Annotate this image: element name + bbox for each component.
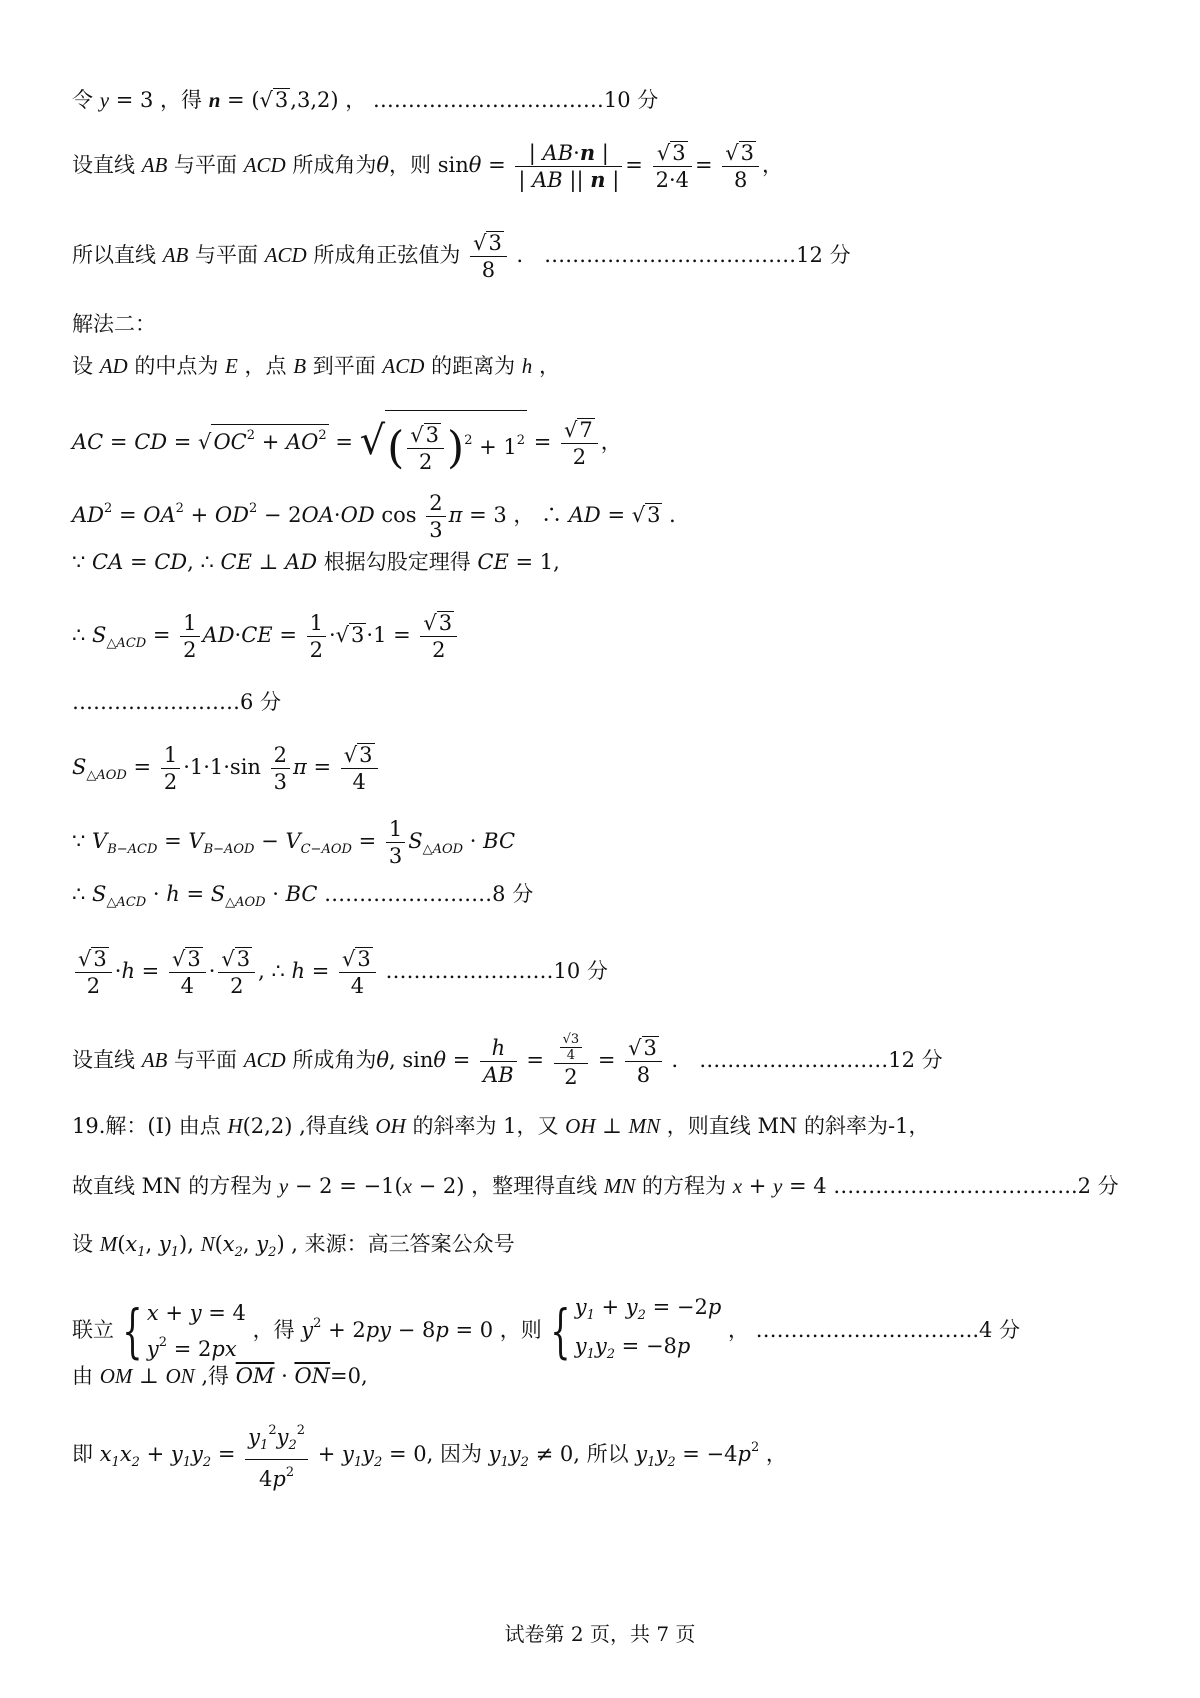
- line-01: [72, 86, 658, 114]
- line-13-text: ∴ $S_{\triangle ACD} \cdot h = S_{\triangle AOD}$ · BC ……………………8 分: [72, 882, 534, 910]
- line-20: [72, 1362, 368, 1390]
- line-17-text: 故直线 MN 的方程为 y − 2 = −1(x − 2) ，整理得直线 MN 的方程为 x + y = 4 ……………………………..2 分: [72, 1174, 1119, 1198]
- line-18-text: 设 $M(x_1$, $y_1$), $N(x_2$, $y_2$) , 来源：高三答案公众号: [72, 1232, 515, 1260]
- line-10-text: ……………………6 分: [72, 690, 282, 714]
- line-05-text: 设 AD 的中点为 E ，点 B 到平面 ACD 的距离为 h ，: [72, 354, 560, 378]
- line-03: [72, 230, 851, 283]
- line-11-text: $S_{\triangle AOD}$ = $\frac{1}{2}$ ·1·1·sin $\frac{2}{3}$ π = $\frac{√3}{4}$: [72, 755, 381, 779]
- line-15-text: 设直线 AB 与平面 ACD 所成角为θ, sinθ = $\frac{h}{AB}$ = $\frac{\frac{√3}{4}}{2}$ = $\frac{√3}{8}$ ． ………………………12 分: [72, 1032, 943, 1089]
- line-17: [72, 1172, 1119, 1200]
- line-09: [72, 610, 460, 663]
- line-11: [72, 742, 381, 795]
- line-19: [72, 1292, 1020, 1370]
- page-footer: 试卷第 2 页，共 7 页: [504, 1622, 696, 1646]
- line-06-text: AC = CD = $√OC^2 + AO^2$ = √( $\frac{√3}{2}$ )$^2 + 1^2$ = $\frac{√7}{2}$ ，: [72, 430, 622, 454]
- line-16: [72, 1112, 929, 1140]
- line-07-text: $AD^2 = OA^2 + OD^2 - 2OA\cdot OD$ cos $\frac{2}{3}$ π = 3 ， ∴ AD = √3 ．: [72, 491, 691, 542]
- line-14: [72, 946, 608, 999]
- line-16-text: 19.解：(I) 由点 H(2,2) ,得直线 OH 的斜率为 1，又 OH ⊥ MN ，则直线 MN 的斜率为-1，: [72, 1114, 930, 1138]
- line-08: [72, 548, 560, 576]
- line-12: [72, 816, 515, 869]
- line-06: [72, 410, 622, 477]
- line-19-text: 联立 { x + y = 4 $y^2 = 2px$ ，得 $y^2 + 2py - 8p = 0$ ，则 { $y_1 + y_2 = -2p$ $y_1y_2 = -8p$ ， …………………………..4 分: [72, 1295, 1021, 1365]
- line-09-text: ∴ $S_{\triangle ACD}$ = $\frac{1}{2}$ AD·CE = $\frac{1}{2}$ ·√3·1 = $\frac{√3}{2}$: [72, 623, 460, 647]
- line-04-text: 解法二：: [72, 312, 156, 336]
- line-10: [72, 688, 281, 716]
- line-03-text: 所以直线 AB 与平面 ACD 所成角正弦值为 $\frac{√3}{8}$ ． ………………………………12 分: [72, 231, 851, 282]
- line-21-text: 即 $x_1x_2 + y_1y_2$ = $\frac{y_1^2y_2^2}{4p^2}$ + $y_1y_2 = 0$, 因为 $y_1y_2 \ne 0$, 所以 $y_1y_2 = -4p^2$ ，: [72, 1442, 787, 1466]
- line-12-text: ∵ $V_{B-ACD} = V_{B-AOD} - V_{C-AOD}$ = $\frac{1}{3}$ $S_{\triangle AOD}$ · BC: [72, 817, 516, 868]
- line-14-text: $\frac{√3}{2}$ ·h = $\frac{√3}{4}$ · $\frac{√3}{2}$ , ∴ h = $\frac{√3}{4}$ ……………………10 分: [72, 959, 608, 983]
- line-21: [72, 1418, 787, 1492]
- line-02: [72, 140, 783, 193]
- line-15: [72, 1032, 943, 1090]
- line-08-text: ∵ CA = CD, ∴ CE ⊥ AD 根据勾股定理得 CE = 1,: [72, 550, 560, 574]
- line-01-text: 令 y = 3 ，得 n = (√3,3,2) ， ……………………………10 分: [72, 88, 659, 112]
- line-05: [72, 352, 560, 380]
- line-07: [72, 490, 690, 543]
- line-13: [72, 880, 533, 917]
- line-04: [72, 310, 156, 338]
- line-18: [72, 1230, 515, 1267]
- line-02-text: 设直线 AB 与平面 ACD 所成角为θ，则 sinθ = $\frac{| AB\cdot n |}{| AB || n |}$ = $\frac{√3}{2\cdot 4}$ = $\frac{√3}{8}$ ，: [72, 140, 784, 192]
- line-20-text: 由 OM ⊥ ON ,得 $\overline{OM} \cdot \overline{ON}=0$,: [72, 1364, 368, 1388]
